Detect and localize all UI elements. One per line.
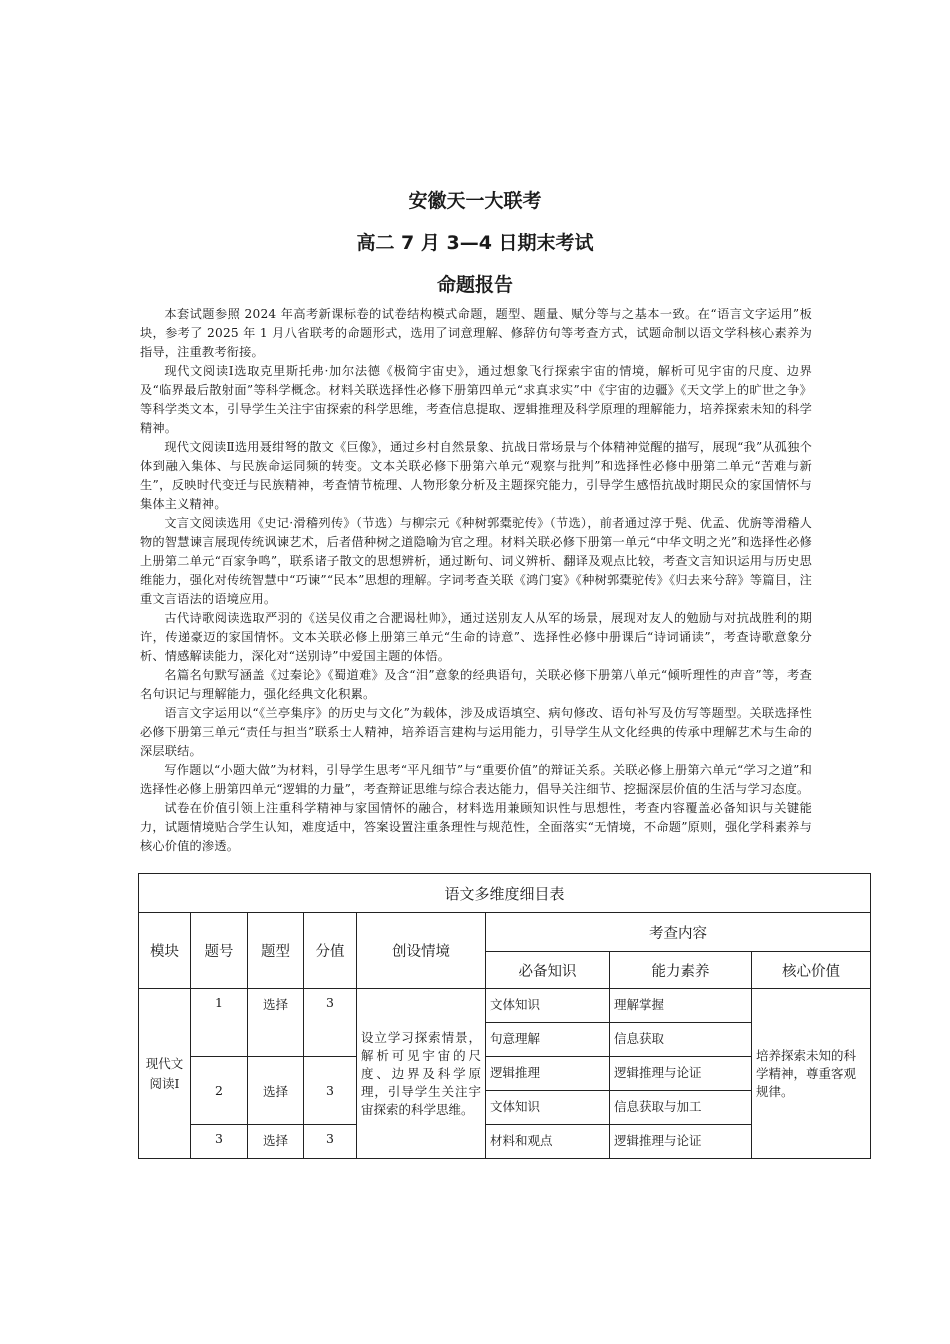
question-type: 选择: [248, 1057, 304, 1125]
knowledge-cell: 句意理解: [486, 1023, 610, 1057]
ability-cell: 逻辑推理与论证: [610, 1057, 752, 1091]
detail-table: [138, 873, 871, 1159]
doc-type-title: 命题报告: [436, 274, 513, 296]
header-type: 题型: [248, 913, 304, 989]
header-scenario: 创设情境: [357, 913, 486, 989]
header-score: 分值: [304, 913, 357, 989]
question-number: 2: [191, 1057, 248, 1125]
question-number: 1: [191, 989, 248, 1057]
core-value-cell: 培养探索未知的科学精神，尊重客观规律。: [752, 989, 871, 1159]
table-row: [139, 989, 871, 1023]
header-value: 核心价值: [752, 952, 871, 989]
question-score: 3: [304, 989, 357, 1057]
ability-cell: 信息获取: [610, 1023, 752, 1057]
org-title: 安徽天一大联考: [408, 190, 542, 212]
knowledge-cell: 文体知识: [486, 989, 610, 1023]
paragraph-modern-reading-1: 现代文阅读Ⅰ选取克里斯托弗·加尔法德《极简宇宙史》，通过想象飞行探索宇宙的情境，解析可见宇宙的尺度、边界及“临界最后散射面”等科学概念。材料关联选择性必修下册第四单元“求真求实”中《宇宙的边疆》《天文学上的旷世之争》等科学类文本，引导学生关注宇宙探索的科学思维，考查信息提取、逻辑推理及科学原理的理解能力，培养探索未知的科学精神。: [140, 364, 812, 435]
knowledge-cell: 材料和观点: [486, 1125, 610, 1159]
exam-title: 高二 7 月 3—4 日期末考试: [356, 232, 594, 254]
paragraph-classical-poetry: 古代诗歌阅读选取严羽的《送吴仪甫之合淝谒杜帅》，通过送别友人从军的场景，展现对友人的勉励与对抗战胜利的期许，传递豪迈的家国情怀。文本关联必修上册第三单元“生命的诗意”、选择性必修中册课后“诗词诵读”，考查诗歌意象分析、情感解读能力，深化对“送别诗”中爱国主题的体悟。: [140, 611, 812, 663]
report-header: [0, 180, 950, 306]
paragraph-summary: 试卷在价值引领上注重科学精神与家国情怀的融合，材料选用兼顾知识性与思想性，考查内容覆盖必备知识与关键能力，试题情境贴合学生认知，难度适中，答案设置注重条理性与规范性，全面落实“无情境，不命题”原则，强化学科素养与核心价值的渗透。: [140, 801, 812, 853]
ability-cell: 信息获取与加工: [610, 1091, 752, 1125]
paragraph-overview: 本套试题参照 2024 年高考新课标卷的试卷结构模式命题，题型、题量、赋分等与之基本一致。在“语言文字运用”板块，参考了 2025 年 1 月八省联考的命题形式，选用了词意理解、修辞仿句等考查方式，试题命制以语文学科核心素养为指导，注重教考衔接。: [140, 307, 812, 359]
table-caption: 语文多维度细目表: [139, 874, 871, 913]
report-body: [140, 305, 812, 856]
header-content: 考查内容: [486, 913, 871, 952]
knowledge-cell: 文体知识: [486, 1091, 610, 1125]
paragraph-writing: 写作题以“小题大做”为材料，引导学生思考“平凡细节”与“重要价值”的辩证关系。关联必修上册第六单元“学习之道”和选择性必修上册第四单元“逻辑的力量”，考查辩证思维与综合表达能力，倡导关注细节、挖掘深层价值的生活与学习态度。: [140, 763, 812, 796]
scenario-cell: 设立学习探索情景，解析可见宇宙的尺度、边界及科学原理，引导学生关注宇宙探索的科学思维。: [357, 989, 486, 1159]
question-type: 选择: [248, 1125, 304, 1159]
paragraph-classical-prose: 文言文阅读选用《史记·滑稽列传》（节选）与柳宗元《种树郭橐驼传》（节选），前者通过淳于髡、优孟、优旃等滑稽人物的智慧谏言展现传统讽谏艺术，后者借种树之道隐喻为官之理。材料关联必修下册第一单元“中华文明之光”和选择性必修上册第二单元“百家争鸣”，联系诸子散文的思想辨析，通过断句、词义辨析、翻译及观点比较，考查文言知识运用与历史思维能力，强化对传统智慧中“巧谏”“民本”思想的理解。字词考查关联《鸿门宴》《种树郭橐驼传》《归去来兮辞》等篇目，注重文言语法的语境应用。: [140, 516, 812, 606]
header-number: 题号: [191, 913, 248, 989]
header-module: 模块: [139, 913, 191, 989]
ability-cell: 逻辑推理与论证: [610, 1125, 752, 1159]
question-number: 3: [191, 1125, 248, 1159]
paragraph-language-use: 语言文字运用以“《兰亭集序》的历史与文化”为载体，涉及成语填空、病句修改、语句补写及仿写等题型。关联选择性必修下册第三单元“责任与担当”联系士人精神，培养语言建构与运用能力，引导学生从文化经典的传承中理解艺术与生命的深层联结。: [140, 706, 812, 758]
ability-cell: 理解掌握: [610, 989, 752, 1023]
header-knowledge: 必备知识: [486, 952, 610, 989]
header-ability: 能力素养: [610, 952, 752, 989]
question-score: 3: [304, 1057, 357, 1125]
module-cell: 现代文阅读Ⅰ: [139, 989, 191, 1159]
paragraph-dictation: 名篇名句默写涵盖《过秦论》《蜀道难》及含“泪”意象的经典语句，关联必修下册第八单元“倾听理性的声音”等，考查名句识记与理解能力，强化经典文化积累。: [140, 668, 812, 701]
paragraph-modern-reading-2: 现代文阅读Ⅱ选用聂绀弩的散文《巨像》，通过乡村自然景象、抗战日常场景与个体精神觉醒的描写，展现“我”从孤独个体到融入集体、与民族命运同频的转变。文本关联必修下册第六单元“观察与批判”和选择性必修中册第二单元“苦难与新生”，反映时代变迁与民族精神，考查情节梳理、人物形象分析及主题探究能力，引导学生感悟抗战时期民众的家国情怀与集体主义精神。: [140, 440, 812, 511]
knowledge-cell: 逻辑推理: [486, 1057, 610, 1091]
question-type: 选择: [248, 989, 304, 1057]
question-score: 3: [304, 1125, 357, 1159]
